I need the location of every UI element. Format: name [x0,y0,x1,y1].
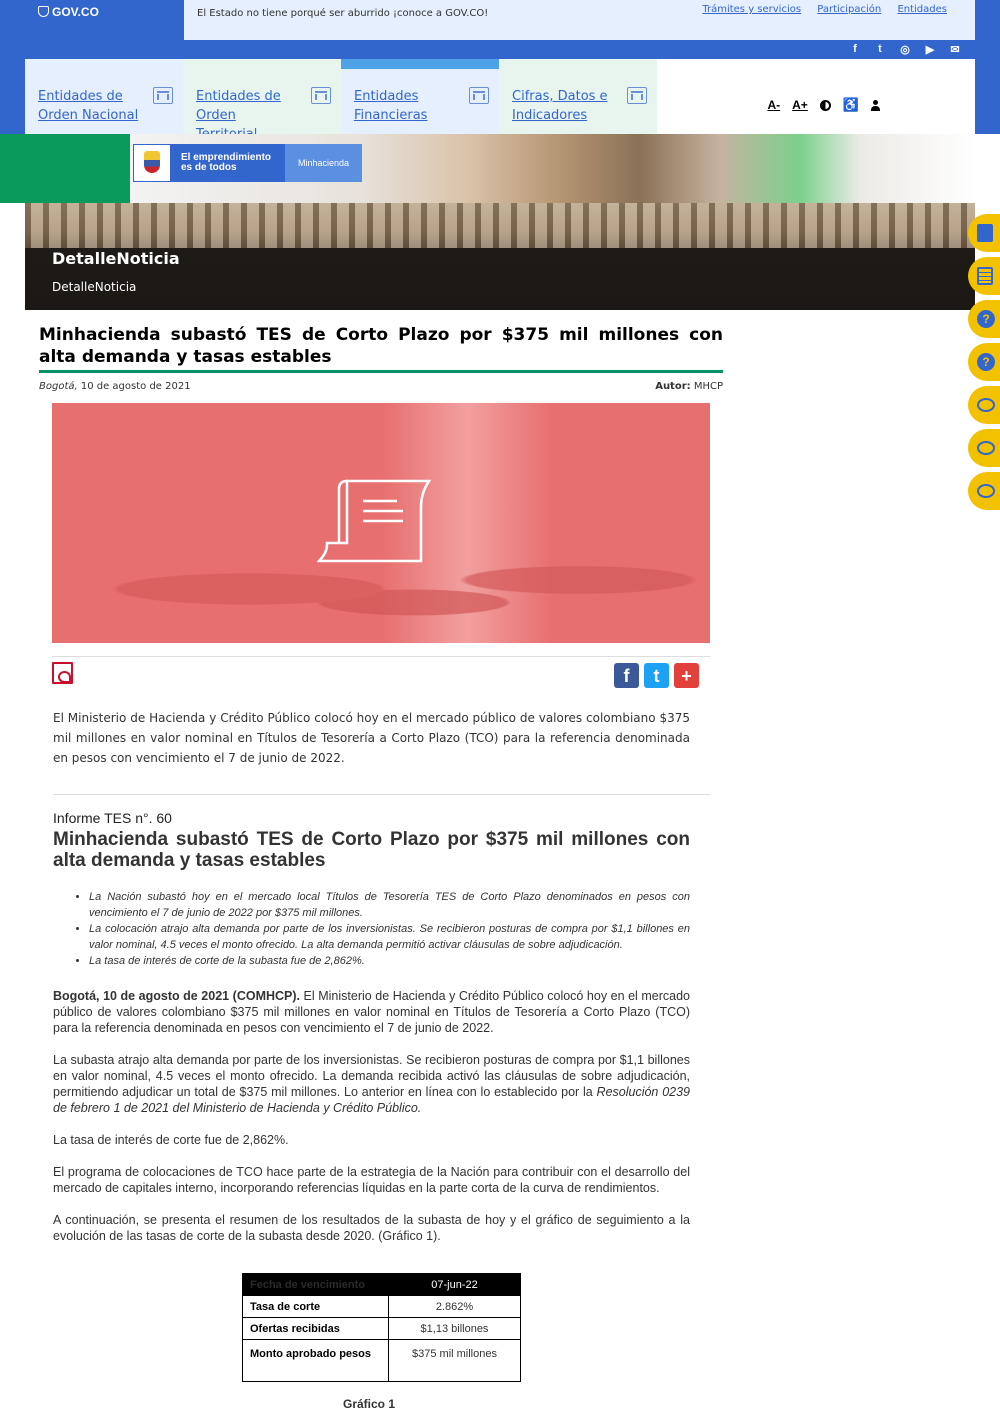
paragraph: La tasa de interés de corte fue de 2,862%. [53,1133,289,1147]
list-document-icon [977,267,993,285]
building-background [25,203,975,248]
twitter-share-button[interactable]: t [644,663,669,688]
ministry-logo[interactable]: Minhacienda [285,144,362,182]
table-cell-value: $1,13 billones [389,1318,521,1340]
nav-item-label[interactable]: Entidades de Orden [196,89,281,123]
gov-logo[interactable]: GOV.CO [38,5,99,19]
building-icon [153,87,173,104]
nav-item-orden-nacional[interactable] [25,59,183,134]
link-tramites[interactable]: Trámites y servicios [702,4,802,15]
nav-item-label[interactable]: Cifras, Datos e Indicadores [512,89,608,123]
share-bar [52,656,710,694]
social-links [848,43,962,56]
receipt-icon [317,473,435,570]
table-row [243,1318,521,1340]
shield-icon [38,6,49,17]
wheelchair-icon[interactable]: ♿ [842,97,859,112]
table-row [243,1340,521,1382]
paragraph: Bogotá, 10 de agosto de 2021 (COMHCP). El Ministerio de Hacienda y Crédito Público colocó hoy en el mercado público de valores colombiano $375 mil millones en valor nominal en Títulos de Tesorería a Corto Plazo (TCO) para la referencia denominada en pesos con vencimiento el 7 de junio de 2022. [53,989,690,1035]
paragraph: El programa de colocaciones de TCO hace parte de la estrategia de la Nación para contribuir con el desarrollo del mercado de capitales interno, incorporando referencias líquidas en la parte corta de la curva de rendimientos. [53,1165,690,1195]
link-entidades[interactable]: Entidades [897,4,947,15]
accessibility-tools [767,97,880,113]
side-button-document[interactable] [968,214,1000,252]
gov-message: El Estado no tiene porqué ser aburrido ¡conoce a GOV.CO! [197,8,489,19]
article-lead: El Ministerio de Hacienda y Crédito Público colocó hoy en el mercado público de valores colombiano $375 mil millones en valor nominal en Títulos de Tesorería a Corto Plazo (TCO) para la referencia denominada en pesos con vencimiento el 7 de junio de 2022. [53,711,690,765]
table-row [243,1274,521,1296]
nav-item-cifras[interactable] [499,59,657,134]
instagram-icon[interactable]: ◎ [900,44,910,56]
nav-item-orden-territorial[interactable] [183,59,341,134]
email-icon[interactable]: ✉ [950,44,960,56]
list-item: • La Nación subastó hoy en el mercado local Títulos de Tesorería TES de Corto Plazo denominados en pesos con vencimiento el 7 de junio de 2022 por $375 mil millones. [89,889,690,921]
gov-links [689,4,947,15]
user-icon[interactable] [871,100,880,111]
breadcrumb[interactable]: DetalleNoticia [52,280,137,294]
facebook-share-button[interactable]: f [614,663,639,688]
table-cell-key: Ofertas recibidas [243,1318,389,1340]
article-subtitle: Minhacienda subastó TES de Corto Plazo por $375 mil millones con alta demanda y tasas estables [53,829,690,871]
report-number: Informe TES n°. 60 [53,810,172,826]
side-button-help-2[interactable] [968,343,1000,381]
chat-icon [977,441,995,455]
chat-icon [977,398,995,412]
article-header [39,324,723,392]
main-nav [25,59,975,134]
nav-item-label[interactable]: Entidades de Orden Nacional [38,89,139,123]
auction-summary-table [242,1273,521,1382]
article-body [53,810,690,1244]
add-share-button[interactable]: + [674,663,699,688]
document-icon [977,224,993,242]
slogan: El emprendimiento es de todos [181,152,272,173]
side-button-list[interactable] [968,257,1000,295]
help-icon: ? [977,353,995,371]
article-headline: Minhacienda subastó TES de Corto Plazo por $375 mil millones con alta demanda y tasas estables [39,324,723,373]
page-title: DetalleNoticia [52,249,180,268]
side-button-chat-2[interactable] [968,429,1000,467]
article-image [52,403,710,643]
page-title-banner [25,203,975,310]
twitter-icon[interactable]: t [878,43,882,55]
table-cell-value: $375 mil millones [389,1340,521,1382]
help-icon: ? [977,310,995,328]
paragraph: A continuación, se presenta el resumen de los resultados de la subasta de hoy y el gráfico de seguimiento a la evolución de las tasas de corte de la subasta desde 2020. (Gráfico 1). [53,1213,690,1243]
pdf-icon[interactable] [52,662,73,684]
table-row [243,1296,521,1318]
chat-icon [977,484,995,498]
article-meta [39,381,723,392]
side-button-help[interactable] [968,300,1000,338]
chart-caption: Gráfico 1 [343,1397,396,1411]
table-cell-value: 07-jun-22 [389,1274,521,1296]
facebook-icon[interactable]: f [853,43,857,55]
font-increase-button[interactable]: A+ [792,98,808,112]
font-decrease-button[interactable]: A- [767,98,781,112]
gov-message-bar [184,0,975,40]
highlights-list [89,889,690,969]
coat-of-arms-icon [134,145,170,181]
list-item: • La tasa de interés de corte de la subasta fue de 2,862%. [89,953,690,969]
divider [53,794,710,795]
table-cell-key: Fecha de vencimiento [243,1274,389,1296]
list-item: • La colocación atrajo alta demanda por parte de los inversionistas. Se recibieron posturas de compra por $1,1 billones en valor nominal, 4.5 veces el monto ofrecido. La alta demanda permitió activar cláusulas de sobre adjudicación. [89,921,690,953]
link-participacion[interactable]: Participación [817,4,882,15]
side-button-chat[interactable] [968,386,1000,424]
ministry-banner [0,134,975,203]
table-cell-key: Monto aprobado pesos [243,1340,389,1382]
nav-item-label[interactable]: Entidades Financieras [354,89,428,123]
youtube-icon[interactable]: ▶ [925,44,935,56]
table-cell-value: 2.862% [389,1296,521,1318]
map-building-icon [311,87,331,104]
article-author: Autor: MHCP [655,381,723,392]
contrast-icon[interactable] [820,100,831,111]
bank-icon [469,87,489,104]
article-date: Bogotá, 10 de agosto de 2021 [39,381,191,392]
side-button-chat-3[interactable] [968,472,1000,510]
bank-icon [627,87,647,104]
paragraph: La subasta atrajo alta demanda por parte de los inversionistas. Se recibieron posturas de compra por $1,1 billones en valor nominal, 4.5 veces el monto ofrecido. La demanda recibida activó las cláusulas de sobre adjudicación, permitiendo adjudicar un total de $375 mil millones. Lo anterior en línea con lo establecido por la Resolución 0239 de febrero 1 de 2021 del Ministerio de Hacienda y Crédito Público. [53,1053,691,1115]
nav-item-financieras[interactable] [341,59,499,134]
slogan-badge [133,144,285,182]
table-cell-key: Tasa de corte [243,1296,389,1318]
